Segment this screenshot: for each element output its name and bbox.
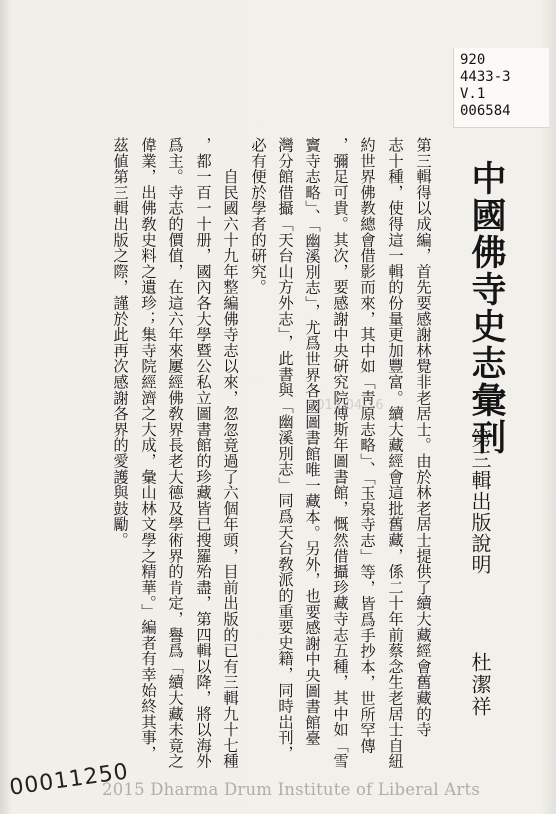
- body-column: 約世界佛教總會借影而來，其中如「靑原志略」、「玉泉寺志」等，皆爲手抄本，世所罕傳: [358, 137, 376, 754]
- call-number-line: 4433-3: [460, 69, 511, 85]
- author-name: 杜潔祥: [468, 652, 492, 718]
- body-column: 茲値第三輯出版之際，謹於此再次感謝各界的愛護與鼓勵。: [111, 137, 129, 548]
- body-column: 爲主。寺志的價值，在這六年來屢經佛敎界長老大德及學術界的肯定，譽爲「續大藏未竟之: [166, 137, 184, 769]
- handwritten-number: 00011250: [8, 759, 131, 801]
- faint-watermark: 2015-04-16: [308, 398, 384, 413]
- body-column: ，都一百一十册，國內各大學暨公私立圖書館的珍藏皆已搜羅殆盡，第四輯以降，將以海外: [194, 137, 212, 769]
- call-number-line: 006584: [460, 103, 511, 119]
- call-number-line: 920: [460, 52, 486, 68]
- call-number-label: [453, 48, 549, 128]
- body-column: 偉業，出佛敎史料之遺珍；集寺院經濟之大成，彙山林文學之精華。」編者有幸始終其事，: [139, 137, 157, 762]
- body-column: 自民國六十九年整編佛寺志以來，忽忽竟過了六個年頭，目前出版的已有三輯九十七種: [221, 137, 239, 769]
- call-number-line: V.1: [460, 86, 486, 102]
- body-column: 志十種，使得這一輯的份量更加豐富。續大藏經會這批舊藏，係二十年前蔡念生老居士自紐: [386, 137, 404, 769]
- body-column: 必有便於學者的硏究。: [249, 137, 267, 295]
- body-column: 竇寺志略」、「幽溪別志」，尤爲世界各國圖書館唯一藏本。另外，也要感謝中央圖書館臺: [303, 137, 321, 747]
- document-title: 中國佛寺史志彙刊: [466, 160, 507, 456]
- body-column: 第三輯得以成編，首先要感謝林覺非老居士。由於林老居士提供了續大藏經會舊藏的寺: [414, 137, 432, 738]
- body-column: ，彌足可貴。其次，要感謝中央硏究院傅斯年圖書館，慨然借攝珍藏寺志五種，其中如「雪: [331, 137, 349, 769]
- body-column: 灣分館借攝「天台山方外志」，此書與「幽溪別志」同爲天台敎派的重要史籍，同時岀刊，: [276, 137, 294, 762]
- watermark-text: 2015 Dharma Drum Institute of Liberal Arts: [102, 780, 480, 799]
- document-subtitle: 第三輯出版說明: [468, 428, 492, 575]
